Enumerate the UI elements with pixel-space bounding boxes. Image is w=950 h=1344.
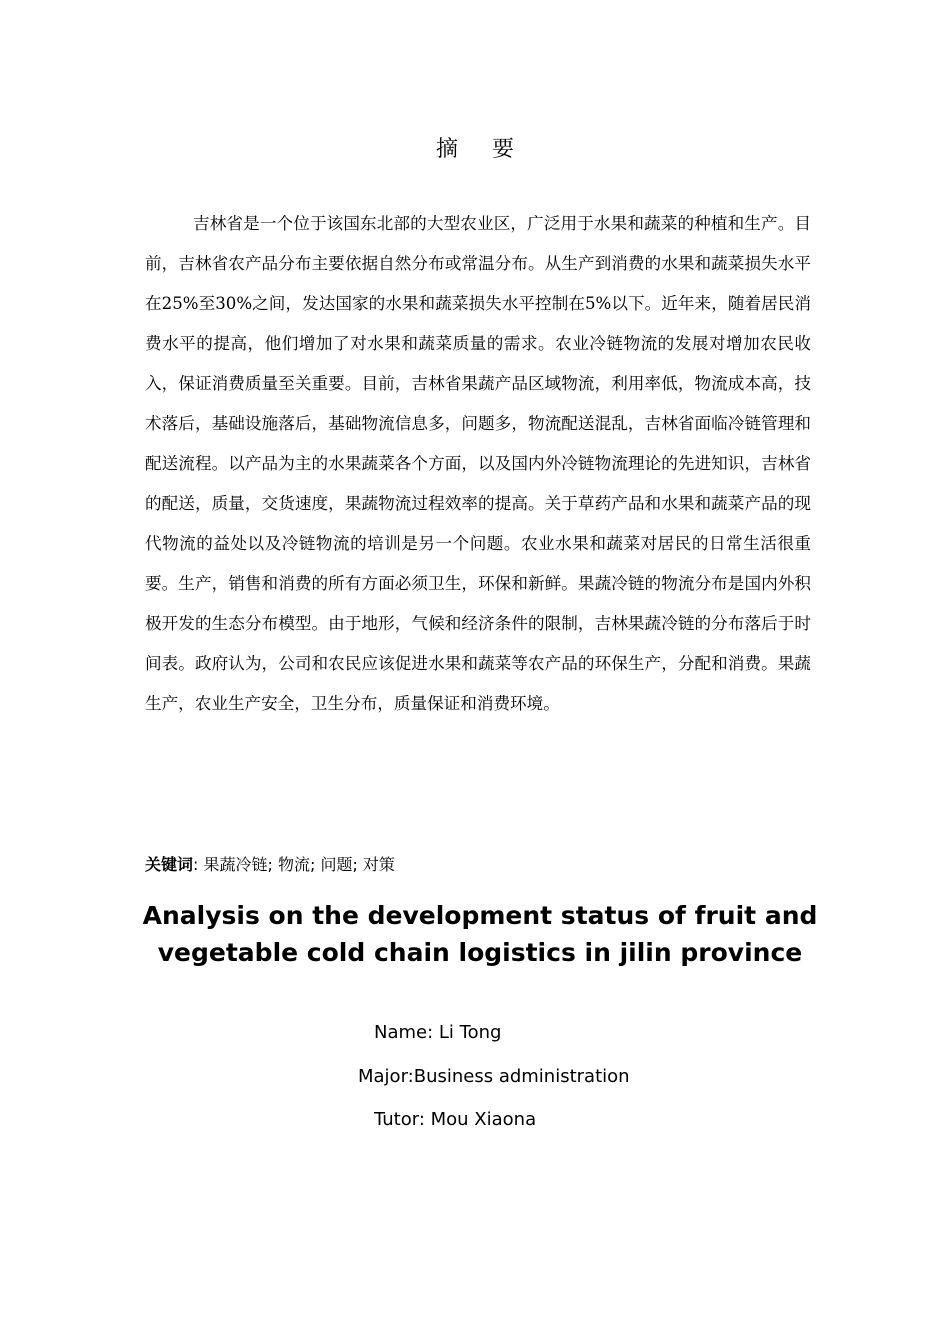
abstract-heading: 摘要 — [435, 137, 548, 162]
abstract-body: 吉林省是一个位于该国东北部的大型农业区，广泛用于水果和蔬菜的种植和生产。目前，吉林省农产品分布主要依据自然分布或常温分布。从生产到消费的水果和蔬菜损失水平在25%至30%之间，发达国家的水果和蔬菜损失水平控制在5%以下。近年来，随着居民消费水平的提高，他们增加了对水果和蔬菜质量的需求。农业冷链物流的发展对增加农民收入，保证消费质量至关重要。目前，吉林省果蔬产品区域物流，利用率低，物流成本高，技术落后，基础设施落后，基础物流信息多，问题多，物流配送混乱，吉林省面临冷链管理和配送流程。以产品为主的水果蔬菜各个方面，以及国内外冷链物流理论的先进知识，吉林省的配送，质量，交货速度，果蔬物流过程效率的提高。关于草药产品和水果和蔬菜产品的现代物流的益处以及冷链物流的培训是另一个问题。农业水果和蔬菜对居民的日常生活很重要。生产，销售和消费的所有方面必须卫生，环保和新鲜。果蔬冷链的物流分布是国内外积极开发的生态分布模型。由于地形，气候和经济条件的限制，吉林果蔬冷链的分布落后于时间表。政府认为，公司和农民应该促进水果和蔬菜等农产品的环保生产，分配和消费。果蔬生产，农业生产安全，卫生分布，质量保证和消费环境。 — [145, 214, 811, 713]
english-title: Analysis on the development status of fruit and vegetable cold chain logistics in jilin province — [142, 901, 818, 967]
keywords-terms: 果蔬冷链; 物流; 问题; 对策 — [203, 855, 395, 874]
keywords-line — [145, 852, 811, 878]
keywords-label: 关键词 — [145, 855, 194, 874]
author-name: Name: Li Tong — [374, 1022, 502, 1043]
author-tutor: Tutor: Mou Xiaona — [374, 1109, 537, 1130]
author-major: Major:Business administration — [358, 1066, 630, 1087]
keywords-separator: : — [193, 855, 199, 874]
